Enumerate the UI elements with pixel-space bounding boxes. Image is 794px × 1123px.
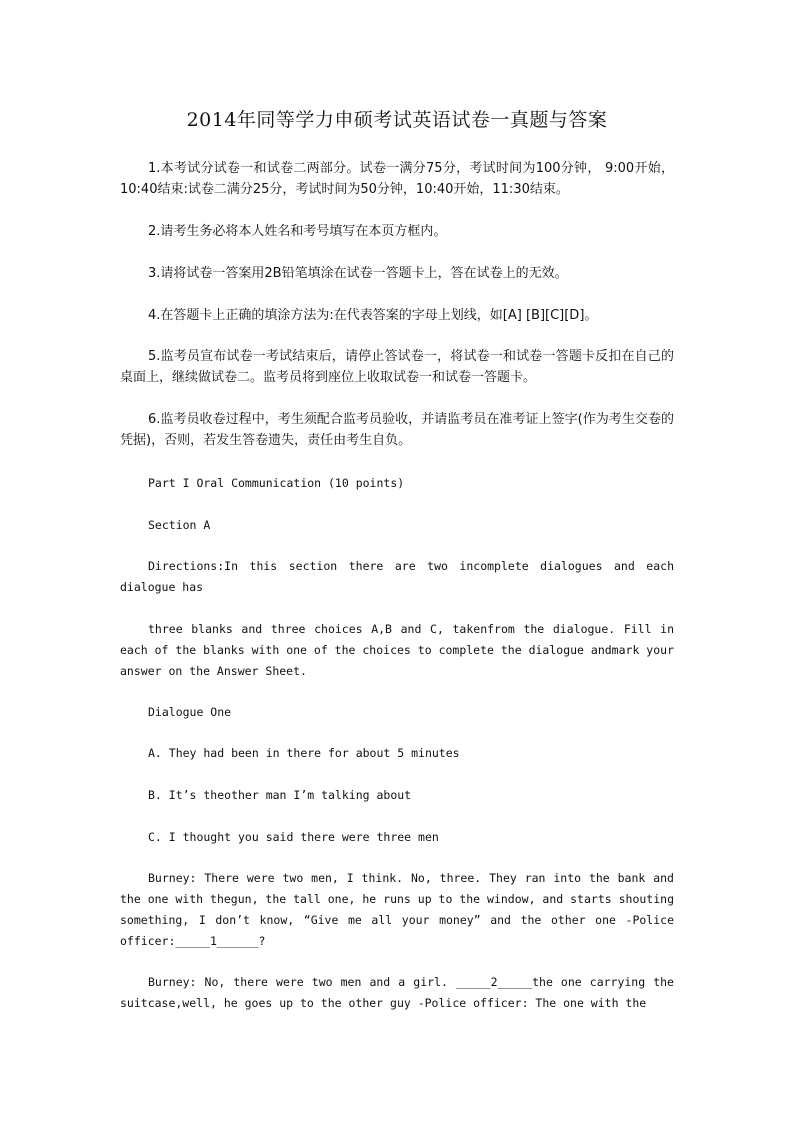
instruction-4: 4.在答题卡上正确的填涂方法为:在代表答案的字母上划线，如[A] [B][C][D]。 <box>148 308 598 323</box>
choice-b: B. It’s theother man I’m talking about <box>148 788 412 802</box>
directions-paragraph-2: three blanks and three choices A,B and C, takenfrom the dialogue. Fill in each of the blanks with one of the choices to complete the dialogue andmark your answer on the Answer Sheet. <box>120 622 674 678</box>
instruction-2: 2.请考生务必将本人姓名和考号填写在本页方框内。 <box>148 224 447 239</box>
part-heading: Part I Oral Communication (10 points) <box>148 476 405 490</box>
choice-a: A. They had been in there for about 5 minutes <box>148 746 460 760</box>
dialogue-line-1: Burney: There were two men, I think. No, three. They ran into the bank and the one with thegun, the tall one, he runs up to the window, and starts shouting something, I don’t know, “Give me all your money” and the other one -Police officer:_____1______? <box>120 871 674 948</box>
choice-c: C. I thought you said there were three men <box>148 830 439 844</box>
dialogue-heading: Dialogue One <box>148 705 232 719</box>
page-title: 2014年同等学力申硕考试英语试卷一真题与答案 <box>186 109 608 131</box>
instruction-3: 3.请将试卷一答案用2B铅笔填涂在试卷一答题卡上，答在试卷上的无效。 <box>148 266 568 281</box>
instruction-5: 5.监考员宣布试卷一考试结束后，请停止答试卷一，将试卷一和试卷一答题卡反扣在自己的桌面上，继续做试卷二。监考员将到座位上收取试卷一和试卷一答题卡。 <box>120 349 674 385</box>
instruction-6: 6.监考员收卷过程中，考生须配合监考员验收，并请监考员在准考证上签字(作为考生交卷的凭据)，否则，若发生答卷遗失，责任由考生自负。 <box>120 412 674 448</box>
instruction-1: 1.本考试分试卷一和试卷二两部分。试卷一满分75分，考试时间为100分钟， 9:00开始，10:40结束:试卷二满分25分，考试时间为50分钟，10:40开始，11:30结束。 <box>120 161 674 197</box>
dialogue-line-2: Burney: No, there were two men and a girl. _____2_____the one carrying the suitcase,well, he goes up to the other guy -Police officer: The one with the <box>120 975 674 1010</box>
directions-paragraph-1: Directions:In this section there are two incomplete dialogues and each dialogue has <box>120 559 674 594</box>
section-heading: Section A <box>148 518 211 532</box>
